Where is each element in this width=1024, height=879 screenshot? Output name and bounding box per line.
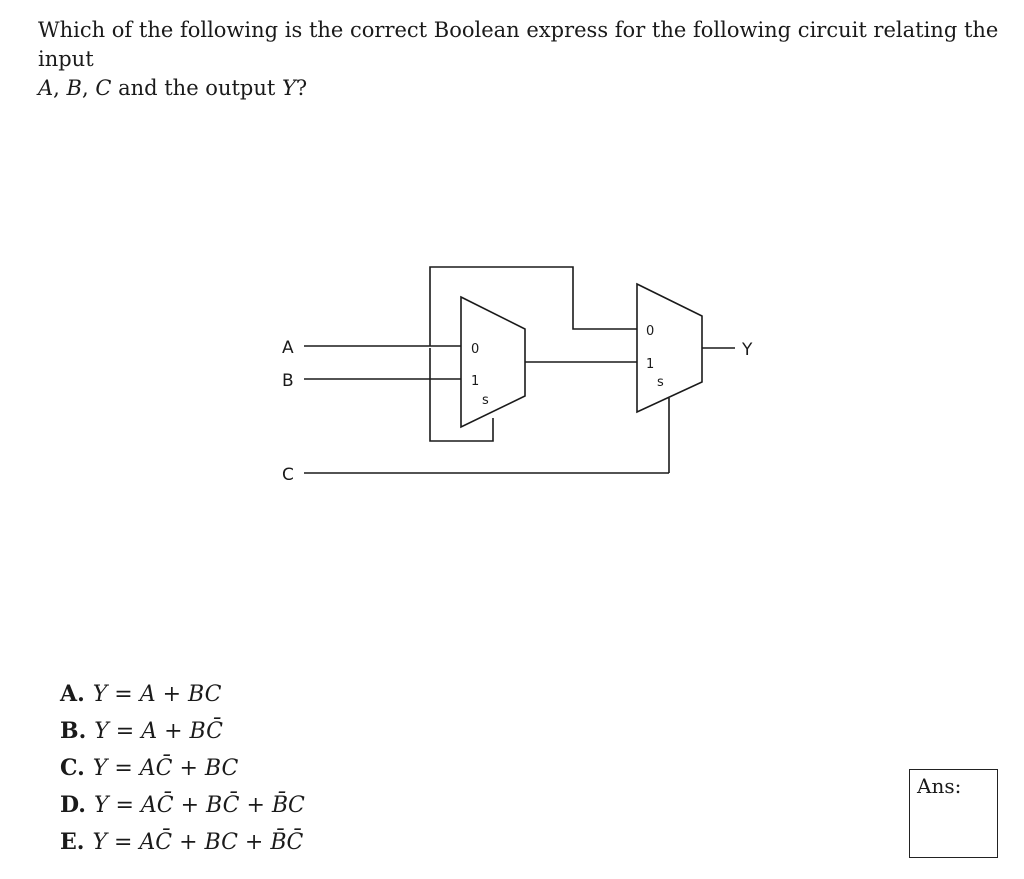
option-e[interactable]	[60, 824, 305, 861]
option-lhs: Y	[92, 830, 107, 855]
answer-label: Ans:	[917, 774, 962, 798]
question-separator: ,	[81, 76, 96, 100]
mux2-body	[637, 284, 702, 412]
option-lhs: Y	[92, 682, 108, 707]
question-var-b: B	[66, 76, 82, 100]
output-y-label: Y	[742, 340, 753, 360]
option-equals: =	[108, 793, 141, 818]
answer-box[interactable]	[909, 769, 998, 858]
input-c-label: C	[282, 465, 294, 485]
option-expression: A + BC	[139, 682, 222, 707]
option-letter: A.	[60, 681, 85, 707]
option-d[interactable]	[60, 787, 305, 824]
option-a[interactable]	[60, 676, 305, 713]
option-lhs: Y	[92, 756, 108, 781]
mux2-select-label: s	[657, 375, 664, 390]
option-equals: =	[106, 830, 140, 855]
option-lhs: Y	[93, 793, 109, 818]
mux1-select-label: s	[482, 393, 489, 408]
mux1-input1-label: 1	[471, 374, 480, 389]
option-expression: AC̄ + BC̄ + B̄C	[140, 793, 305, 818]
input-a-label: A	[282, 338, 294, 358]
option-expression: AC̄ + BC + B̄C̄	[139, 830, 304, 855]
question-mid-text: and the output	[111, 76, 283, 100]
question-var-c: C	[95, 76, 112, 100]
option-letter: E.	[60, 829, 85, 855]
option-expression: AC̄ + BC	[139, 756, 239, 781]
question-var-a: A	[38, 76, 54, 100]
option-equals: =	[107, 756, 140, 781]
answer-options	[60, 676, 305, 861]
option-letter: B.	[60, 718, 87, 744]
option-letter: D.	[60, 792, 86, 818]
option-c[interactable]	[60, 750, 305, 787]
option-b[interactable]	[60, 713, 305, 750]
mux1-body	[461, 297, 525, 427]
option-equals: =	[107, 682, 140, 707]
option-letter: C.	[60, 755, 85, 781]
mux1-input0-label: 0	[471, 342, 480, 357]
mux2-input1-label: 1	[646, 357, 655, 372]
question-separator: ,	[53, 76, 67, 100]
option-expression: A + BC̄	[141, 719, 223, 744]
mux2-input0-label: 0	[646, 324, 655, 339]
question-end: ?	[295, 76, 308, 100]
option-lhs: Y	[94, 719, 109, 744]
question-var-y: Y	[282, 76, 296, 100]
option-equals: =	[108, 719, 142, 744]
question-line1: Which of the following is the correct Boolean express for the following circuit relating the input	[38, 18, 999, 71]
input-b-label: B	[282, 371, 294, 391]
